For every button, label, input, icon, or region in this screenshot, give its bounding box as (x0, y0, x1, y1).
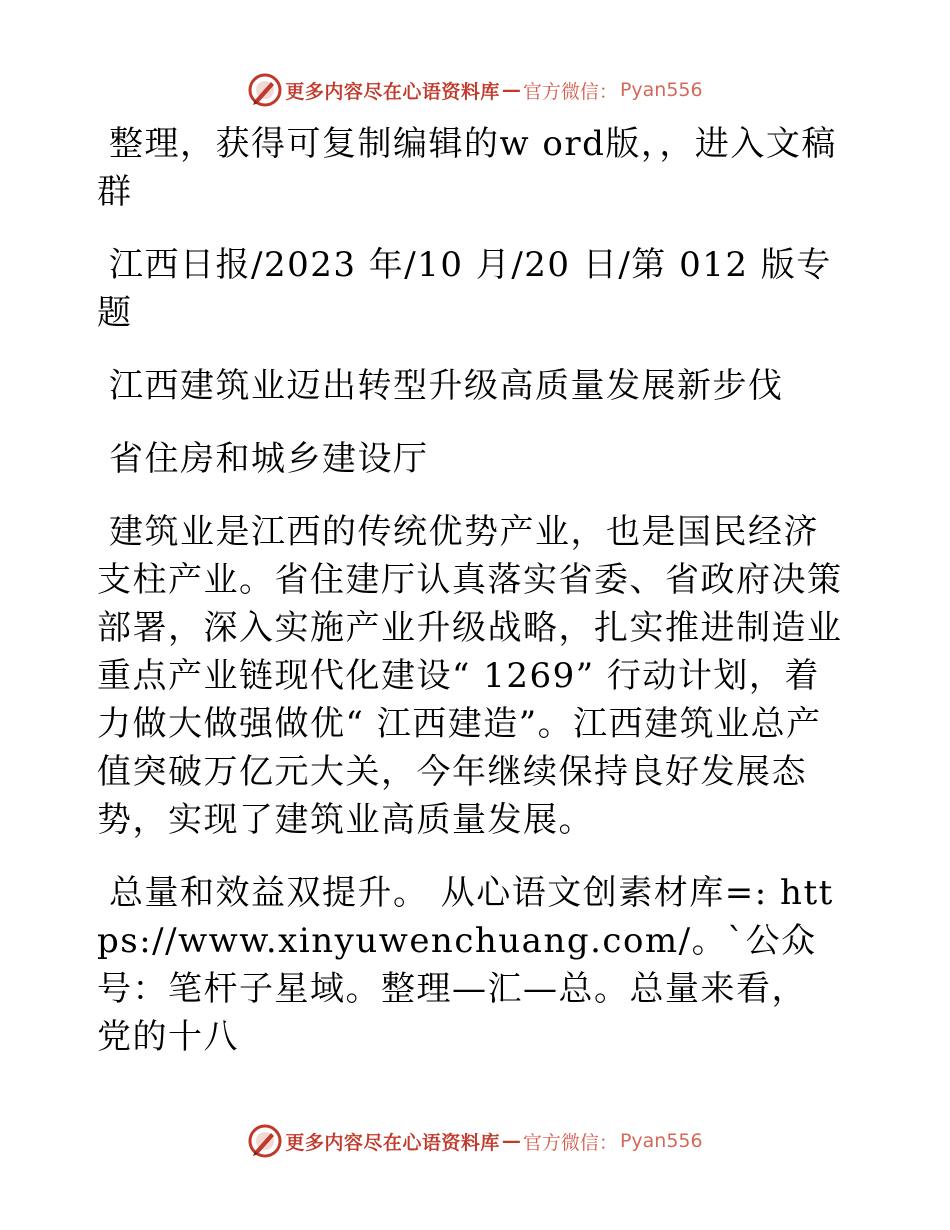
banner-wechat-id: Pyan556 (619, 1130, 703, 1152)
banner-slogan: 更多内容尽在心语资料库 (285, 80, 500, 103)
footer-watermark (0, 1123, 950, 1159)
banner-dash: — (501, 1130, 521, 1152)
article-title: 江西建筑业迈出转型升级高质量发展新步伐 (109, 366, 784, 406)
article-author: 省住房和城乡建设厅 (109, 439, 429, 479)
source-line: 江西日报/2023 年/10 月/20 日/第 012 版专题 (97, 245, 832, 333)
pen-logo-icon (247, 1123, 283, 1159)
banner-wechat-label: 官方微信： (522, 1131, 618, 1154)
pen-logo-icon (247, 72, 283, 108)
body-paragraph: 建筑业是江西的传统优势产业，也是国民经济支柱产业。省住建厅认真落实省委、省政府决策部署，深入实施产业升级战略，扎实推进制造业重点产业链现代化建设“ 1269” 行动计划，着力做大做强做优“ 江西建造”。江西建筑业总产值突破万亿元大关，今年继续保持良好发展态势，实现了建筑业高质量发展。 (97, 512, 843, 840)
banner-dash: — (501, 79, 521, 101)
body-paragraph: 总量和效益双提升。 从心语文创素材库=: https://www.xinyuwenchuang.com/。`公众号：笔杆子星域。整理—汇—总。总量来看， 党的十八 (97, 873, 834, 1057)
banner-wechat-label: 官方微信： (522, 80, 618, 103)
banner-wechat-id: Pyan556 (619, 79, 703, 101)
banner-slogan: 更多内容尽在心语资料库 (285, 1131, 500, 1154)
intro-paragraph: 整理，获得可复制编辑的w ord版，，进入文稿群 (97, 124, 837, 212)
header-watermark (0, 72, 950, 108)
document-body (97, 120, 852, 1086)
